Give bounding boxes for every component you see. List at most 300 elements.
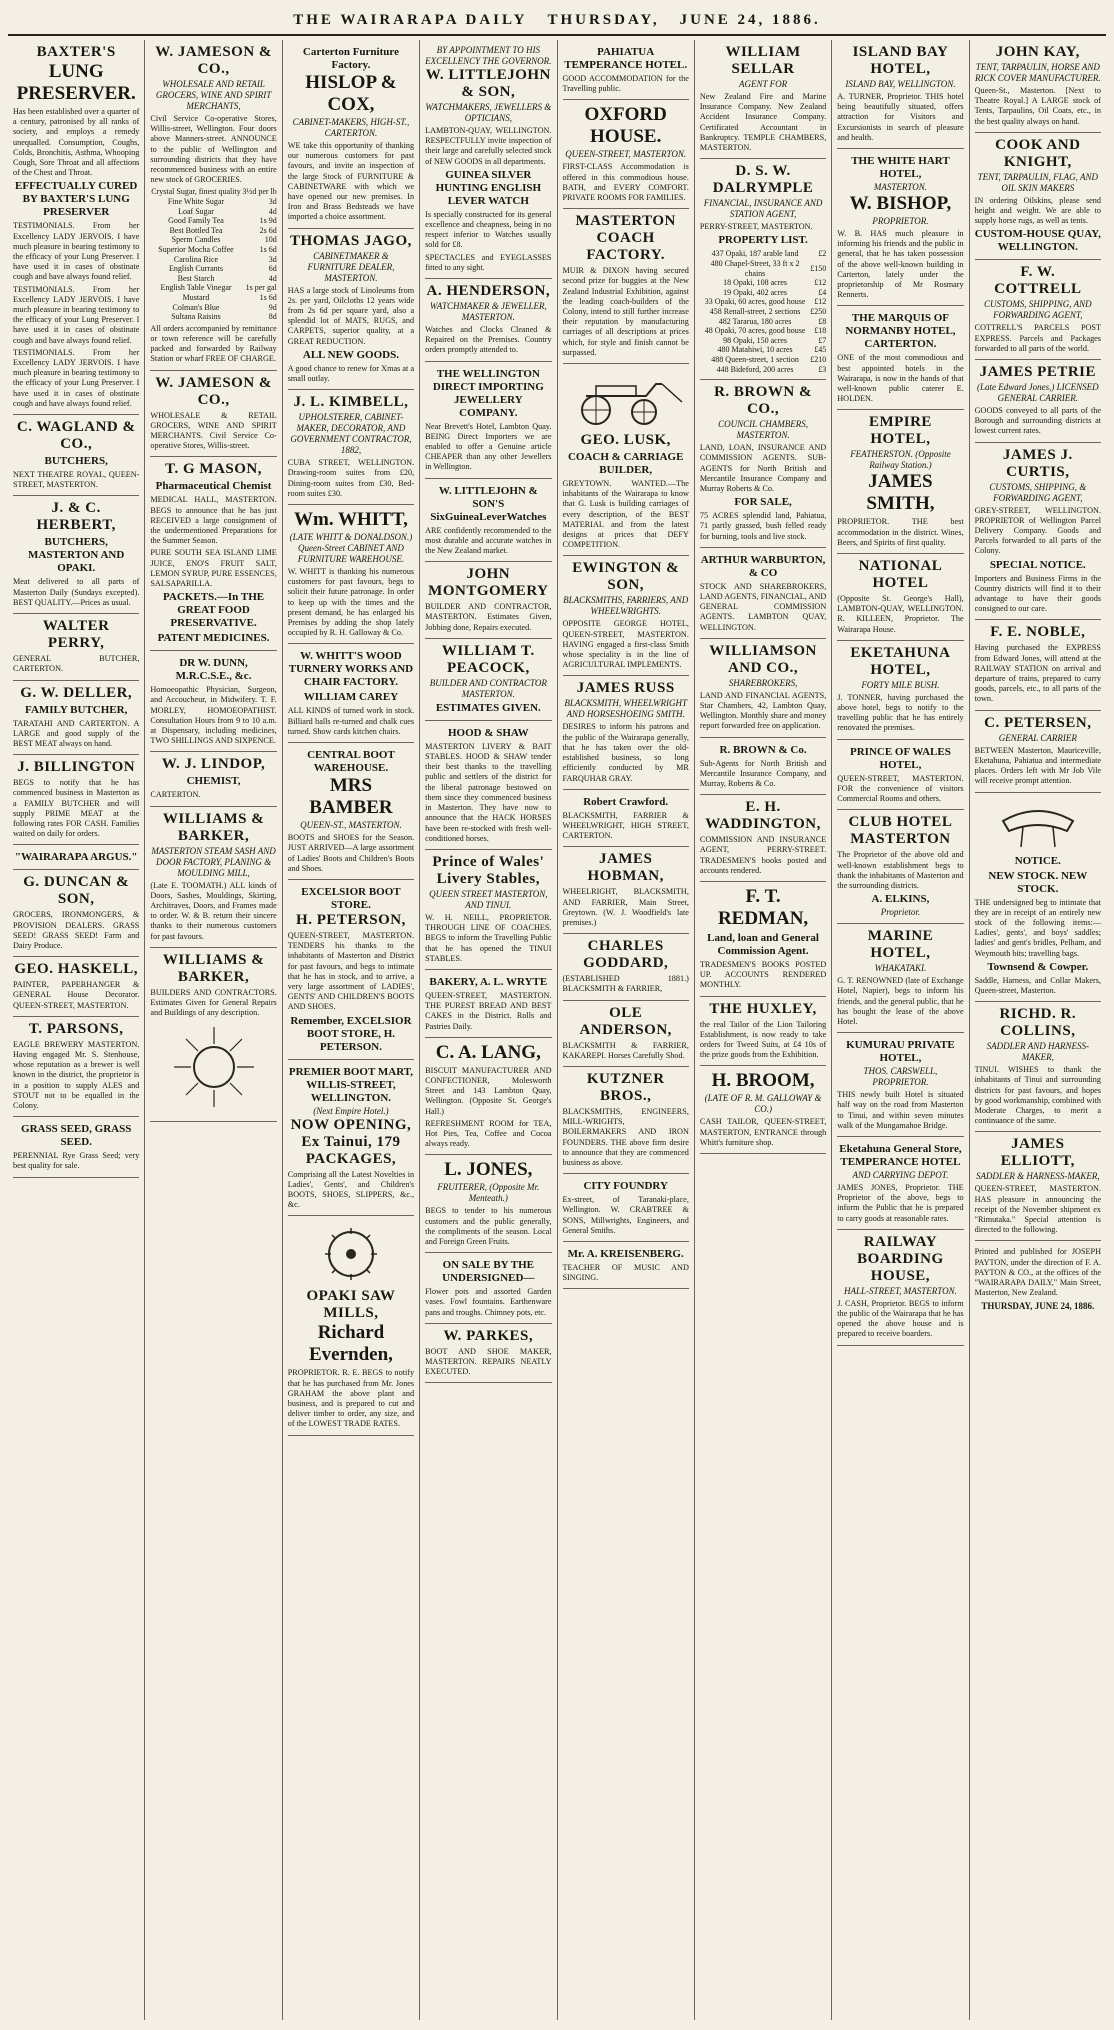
ad-body: CUBA STREET, WELLINGTON. Drawing-room suites from £20, Dining-room suites from £30, Bed-room suites £30. xyxy=(287,458,415,498)
property-row xyxy=(700,355,826,365)
ad-body: TEACHER OF MUSIC AND SINGING. xyxy=(562,1262,689,1283)
ad-body: CARTERTON. xyxy=(150,790,201,800)
ad-heading: GEO. HASKELL, xyxy=(14,961,138,978)
ad-body: Saddle, Harness, and Collar Makers, Queen-street, Masterton. xyxy=(974,975,1101,995)
ad-heading: ARTHUR WARBURTON, & CO xyxy=(700,553,826,579)
ad-subheading: CUSTOMS, SHIPPING, AND FORWARDING AGENT, xyxy=(983,299,1092,321)
ad-body: Having purchased the EXPRESS from Edward Jones, will attend at the RAILWAY STATION on arrival and departure of trains, prepared to carry goods, parcels, etc., to all parts of the town. xyxy=(974,643,1101,704)
ad-subheading: FEATHERSTON. (Opposite Railway Station.) xyxy=(850,449,951,471)
ad-haskell xyxy=(13,957,139,1017)
row-item: 458 Renall-street, 2 sections xyxy=(709,306,801,316)
ad-petrie xyxy=(975,360,1101,443)
ad-hislop xyxy=(288,40,414,229)
property-row xyxy=(700,278,826,288)
ad-body: G. T. RENOWNED (late of Exchange Hotel, Napier), begs to inform his friends, and the general public, that he has bought the lease of the above Hotel. xyxy=(837,976,964,1026)
ad-heading: DR W. DUNN, M.R.C.S.E., &c. xyxy=(175,657,252,683)
ad-body: IN ordering Oilskins, please send height and weight. We are able to supply horse rugs, as well as tents. xyxy=(974,195,1101,226)
row-price: £18 xyxy=(814,326,827,336)
ad-body: WHEELRIGHT, BLACKSMITH, AND FARRIER, Main Street, Greytown. (W. J. Woodfield's late premises.) xyxy=(562,887,689,927)
ad-testimonials: TESTIMONIALS. From her Excellency LADY JERVOIS. I have much pleasure in bearing testimony to the efficacy of your Lung Preserver. I have used it in cases of obstinate cough and have always found relief. xyxy=(13,221,140,282)
ad-subheading: GUINEA SILVER HUNTING ENGLISH LEVER WATCH xyxy=(435,168,542,207)
ad-title: H. BROOM, xyxy=(711,1070,815,1092)
ad-montgomery xyxy=(425,562,551,639)
property-list-heading: PROPERTY LIST. xyxy=(718,234,808,247)
ad-body: QUEEN-STREET, MASTERTON. FOR the convenience of visitors Commercial Rooms and others. xyxy=(837,773,964,804)
ad-body: BUILDER AND CONTRACTOR, MASTERTON. Estimates Given, Jobbing done, Repairs executed. xyxy=(425,602,552,632)
ad-heading: J. L. KIMBELL, xyxy=(293,394,409,411)
ad-grass-seed xyxy=(13,1117,139,1177)
ad-body: GREY-STREET, WELLINGTON. PROPRIETOR of Wellington Parcel Delivery Company. Goods and Parcels forwarded to all parts of the Colony. xyxy=(974,505,1101,556)
ad-subheading: NEW STOCK. NEW STOCK. xyxy=(988,869,1088,895)
ad-subheading: BLACKSMITH, WHEELWRIGHT AND HORSESHOEING SMITH. xyxy=(564,698,688,720)
ad-heading: J. BILLINGTON xyxy=(17,759,136,776)
ad-brown-2 xyxy=(700,738,826,796)
ad-jameson xyxy=(150,40,276,371)
ad-subheading: CHEMIST, xyxy=(186,775,241,788)
ad-eketahuna-hotel xyxy=(837,641,963,740)
price-row xyxy=(150,226,276,236)
row-item: Mustard xyxy=(182,292,210,302)
ad-subheading: H. PETERSON, xyxy=(296,911,406,928)
ad-subheading: (LATE WHITT & DONALDSON.) Queen-Street CABINET AND FURNITURE WAREHOUSE. xyxy=(289,532,413,565)
row-item: Crystal Sugar, finest quality xyxy=(151,187,241,197)
ad-body: The Proprietor of the above old and well-known establishment begs to thank the inhabitants of Masterton and the surrounding districts. xyxy=(837,850,964,890)
ad-subheading: PATENT MEDICINES. xyxy=(157,632,270,645)
ad-parkes xyxy=(425,1324,551,1384)
ad-subheading: ALL NEW GOODS. xyxy=(302,348,399,361)
ad-testimonials: TESTIMONIALS. From her Excellency LADY JERVOIS. I have much pleasure in bearing testimony to the efficacy of your Lung Preserver. I have used it in cases of obstinate cough and have always found relief. xyxy=(13,284,140,345)
ad-huxley xyxy=(700,997,826,1067)
ad-heading: WILLIAMS & BARKER, xyxy=(162,951,265,985)
ad-dalrymple xyxy=(700,159,826,380)
ad-body: ONE of the most commodious and best appointed hotels in the Wairarapa, is now in the hands of that well-known public caterer E. HOLDEN. xyxy=(837,353,964,404)
row-item: Loaf Sugar xyxy=(178,206,214,216)
ad-body: HAS a large stock of Linoleums from 2s. per yard, Oilcloths 12 years wide from 2s 6d per square yard, also a splendid lot of MATS, RUGS, and CARPETS, superior quality, at a GREAT REDUCTION. xyxy=(287,285,415,346)
ad-body: J. CASH, Proprietor. BEGS to inform the public of the Wairarapa that he has opened the above house and is prepared to receive boarders. xyxy=(837,1298,964,1339)
ad-jameson-2 xyxy=(150,371,276,458)
ad-peacock xyxy=(425,639,551,721)
ad-body: PROPRIETOR. R. E. BEGS to notify that he has purchased from Mr. Jones GRAHAM the above plant and business, and is prepared to cut and deliver timber to order, any size, and of the LOWEST TRADE RATES. xyxy=(287,1368,415,1429)
row-item: Superior Mocha Coffee xyxy=(158,244,234,254)
ad-heading: Robert Crawford. xyxy=(583,795,669,808)
ad-eketahuna-store xyxy=(837,1137,963,1230)
ad-body: MEDICAL HALL, MASTERTON. BEGS to announce that he has just RECEIVED a large consignment of the undermentioned Preparations for the Summer Season. xyxy=(150,495,277,546)
ad-heading: R. BROWN & CO., xyxy=(714,384,813,418)
ad-subheading: Land, loan and General Commission Agent. xyxy=(707,932,819,958)
ad-heading: E. H. WADDINGTON, xyxy=(705,799,821,833)
ad-railway-boarding xyxy=(837,1230,963,1346)
ad-heading: NATIONAL HOTEL xyxy=(858,558,943,592)
ad-body: Near Brevett's Hotel, Lambton Quay. BEING Direct Importers we are enabled to offer a Genuine article CHEAPER than any other Jewellers in Wellington. xyxy=(425,421,552,472)
ad-body: CASH TAILOR, QUEEN-STREET, MASTERTON, ENTRANCE through Whitt's furniture shop. xyxy=(699,1117,827,1147)
ad-body: FIRST-CLASS Accommodation is offered in this commodious house. BATH, and EVERY COMFORT. PRIVATE ROOMS FOR FAMILIES. xyxy=(562,162,689,203)
ad-bamber xyxy=(288,743,414,880)
ad-heading: T. G MASON, xyxy=(165,461,263,478)
ad-body: TRADESMEN'S BOOKS POSTED UP. ACCOUNTS RENDERED MONTHLY. xyxy=(699,960,827,990)
ad-heading: ISLAND BAY HOTEL, xyxy=(852,44,949,77)
row-price: 6d xyxy=(268,264,277,274)
property-row xyxy=(700,297,826,307)
ad-body: PERRY-STREET, MASTERTON. xyxy=(699,222,813,232)
row-item: 480 Matahiwi, 10 acres xyxy=(717,345,793,355)
ad-heading: BAXTER'S xyxy=(36,44,116,60)
imprint xyxy=(975,1241,1101,1316)
row-item: 48 Opaki, 70 acres, good house xyxy=(704,326,806,336)
column-2 xyxy=(145,40,282,2020)
ad-heading: CHARLES GODDARD, xyxy=(583,938,669,972)
ad-white-hart xyxy=(837,149,963,306)
price-row xyxy=(150,197,276,207)
row-price: £210 xyxy=(810,354,827,364)
ad-body: Homoeopathic Physician, Surgeon, and Accoucheur, in Midwifery. T. F. MORLEY, HOMOEOPATHIST. Consultation Hours from 9 to 10 a.m. at Dispensary, including medicines, TWO SHILLINGS AND SIXPENCE. xyxy=(150,685,277,746)
property-row xyxy=(700,259,826,278)
row-price: £4 xyxy=(818,287,827,297)
ad-signature: Townsend & Cowper. xyxy=(987,960,1089,973)
ad-peterson xyxy=(288,880,414,1060)
column-6 xyxy=(695,40,832,2020)
row-price: £250 xyxy=(810,306,827,316)
ad-body: (Late E. TOOMATH.) ALL kinds of Doors, Sashes, Mouldings, Skirting, Architraves, Doors, and Frames made to order. W. & B. return their sincere thanks to their numerous customers for past favours. xyxy=(150,880,277,941)
property-row xyxy=(700,307,826,317)
ad-kreisenberg xyxy=(563,1242,689,1289)
ad-footer: Remember, EXCELSIOR BOOT STORE, H. PETERSON. xyxy=(290,1014,412,1053)
ad-heading: T. PARSONS, xyxy=(28,1020,124,1037)
ad-subheading: (LATE OF R. M. GALLOWAY & CO.) xyxy=(704,1093,822,1115)
ad-heading: THOMAS JAGO, xyxy=(290,232,412,249)
ad-sellar xyxy=(700,40,826,159)
ad-heading: CLUB HOTEL MASTERTON xyxy=(848,814,953,848)
masthead-title: THE WAIRARAPA DAILY xyxy=(293,11,528,28)
ad-heading: W. WHITT'S WOOD TURNERY WORKS AND CHAIR FACTORY. xyxy=(288,650,414,689)
ad-title: HISLOP & COX, xyxy=(305,72,397,115)
ad-broom xyxy=(700,1066,826,1154)
ad-body: WE take this opportunity of thanking our numerous customers for past favours, and invite an inspection of the large Stock of FURNITURE & CABINETWARE with which we have opened our new premises. In Iron and Brass Bedsteads we have imported a choice assortment. xyxy=(287,141,415,222)
ad-jones xyxy=(425,1155,551,1253)
ad-coach-factory xyxy=(563,209,689,364)
ad-subheading: COACH & CARRIAGE BUILDER, xyxy=(567,451,684,477)
ad-marine xyxy=(837,924,963,1033)
ad-body: W. H. NEILL, PROPRIETOR. THROUGH LINE OF COACHES. BEGS to inform the Travelling Public that he has opened the TINUI STABLES. xyxy=(425,912,552,963)
price-list xyxy=(150,187,276,321)
row-item: English Table Vinegar xyxy=(160,283,232,293)
ad-heading: THE HUXLEY, xyxy=(709,1000,817,1017)
ad-body: THE undersigned beg to intimate that they are in receipt of an entirely new stock of the following items:—Ladies', gents', and boys' saddles; ladies' and gent's bridles, Pelham, and Weymouth bits; travelling bags. xyxy=(974,897,1101,958)
ad-body: Comprising all the Latest Novelties in Ladies', Gents', and Children's BOOTS, SHOES, SLIPPERS, &c., &c. xyxy=(287,1169,415,1210)
property-row xyxy=(700,336,826,346)
ad-baxter xyxy=(13,40,139,415)
masthead-day: THURSDAY, xyxy=(547,11,660,28)
property-row xyxy=(700,288,826,298)
ad-heading: HOOD & SHAW xyxy=(447,726,529,739)
ad-body: BEGS to tender to his numerous customers and the public generally, the compliments of the season. Local and Foreign Green Fruits. xyxy=(425,1206,552,1246)
ad-heading: A. HENDERSON, xyxy=(426,283,551,300)
row-price: 1s per gal xyxy=(245,283,277,293)
row-price: £3 xyxy=(818,364,827,374)
ad-heading: D. S. W. DALRYMPLE xyxy=(712,163,814,197)
price-row xyxy=(150,303,276,313)
price-row xyxy=(150,235,276,245)
sunburst-emblem-icon xyxy=(169,1022,259,1112)
ad-body: REFRESHMENT ROOM for TEA, Hot Pies, Tea, Coffee and Cocoa always ready. xyxy=(425,1118,552,1149)
row-price: £8 xyxy=(818,316,827,326)
property-row xyxy=(700,317,826,327)
ad-subheading: CABINET-MAKERS, HIGH-ST., CARTERTON. xyxy=(292,117,410,138)
ad-title: OXFORD HOUSE. xyxy=(584,104,667,148)
price-row xyxy=(150,293,276,303)
ad-wryte xyxy=(425,970,551,1038)
ad-body: BOOT AND SHOE MAKER, MASTERTON. REPAIRS NEATLY EXECUTED. xyxy=(425,1346,552,1377)
row-item: Sperm Candles xyxy=(171,235,221,245)
row-price: £45 xyxy=(814,345,827,355)
ad-prince-stables xyxy=(425,850,551,970)
ad-national xyxy=(837,554,963,641)
ad-subheading: CABINETMAKER & FURNITURE DEALER, MASTERTON. xyxy=(307,250,395,283)
ad-title: Richard Evernden, xyxy=(308,1322,393,1366)
ad-heading: RAILWAY BOARDING HOUSE, xyxy=(857,1233,944,1284)
ad-subheading: FOR SALE, xyxy=(734,496,792,509)
ad-subheading: WATCHMAKER & JEWELLER, MASTERTON. xyxy=(429,301,547,323)
ad-curtis xyxy=(975,443,1101,621)
ad-morley xyxy=(150,651,276,752)
ad-footer: CUSTOM-HOUSE QUAY, WELLINGTON. xyxy=(974,228,1101,254)
ad-brown xyxy=(700,380,826,548)
row-item: 98 Opaki, 150 acres xyxy=(723,335,788,345)
ad-heading: COOK AND KNIGHT, xyxy=(995,136,1081,170)
ad-subheading: PACKETS.—In THE GREAT FOOD PRESERVATIVE. xyxy=(163,591,265,630)
ad-body: BEGS to notify that he has commenced business in Masterton as a FAMILY BUTCHER and will supply PRIME MEAT at the following rates FOR CASH. Families waited on daily for orders. xyxy=(13,778,140,839)
row-price: 9d xyxy=(268,302,277,312)
ad-heading: JAMES J. CURTIS, xyxy=(1002,446,1073,480)
ad-subheading: TENT, TARPAULIN, FLAG, AND OIL SKIN MAKERS xyxy=(977,171,1098,193)
row-price: 3½d per lb xyxy=(242,187,277,197)
ad-sixguinea xyxy=(425,479,551,563)
ad-title: L. JONES, xyxy=(444,1159,533,1181)
row-item: 482 Tararua, 180 acres xyxy=(718,316,792,326)
ad-warburton xyxy=(700,548,826,639)
ad-subheading: FAMILY BUTCHER, xyxy=(25,703,128,716)
property-row xyxy=(700,365,826,375)
ad-body: (Opposite St. George's Hall), LAMBTON-QUAY, WELLINGTON. R. KILLEEN, Proprietor. The Wairarapa House. xyxy=(837,594,964,634)
property-row xyxy=(700,326,826,336)
ad-henderson xyxy=(425,279,551,362)
ad-body: GREYTOWN. WANTED.—The inhabitants of the Wairarapa to know that G. Lusk is building carriages of every description, of the BEST MATERIAL and from the latest designs at prices that DEFY COMPETITION. xyxy=(562,479,689,550)
ad-title: W. BISHOP, xyxy=(849,193,952,215)
ad-jago xyxy=(288,229,414,391)
ad-lindop xyxy=(150,752,276,806)
ad-footer: All orders accompanied by remittance or town reference will be carefully packed and forwarded by Railway Station or wharf FREE OF CHARGE. xyxy=(150,323,277,364)
ad-heading: EKETAHUNA HOTEL, xyxy=(850,644,951,678)
ad-subheading: BUILDER AND CONTRACTOR MASTERTON. xyxy=(429,677,547,699)
ad-body: J. TONNER, having purchased the above hotel, begs to notify to the travelling public that he has entirely renovated the premises. xyxy=(837,692,964,733)
ad-billington xyxy=(13,755,139,845)
ad-subheading: FINANCIAL, INSURANCE AND STATION AGENT, xyxy=(703,198,823,220)
ad-heading: W. LITTLEJOHN & SON, xyxy=(425,67,551,100)
ad-mason xyxy=(150,457,276,651)
ad-perry xyxy=(13,614,139,680)
ad-subheading: BUTCHERS, xyxy=(44,455,108,468)
ad-body: Has been established over a quarter of a century, patronised by all ranks of society, and employs a remedy unequalled. Consumption, Coughs, Colds, Bronchitis, Asthma, Whooping Cough, Sore Throat and all affections of the Chest and Throat. xyxy=(13,107,140,178)
row-item: Colman's Blue xyxy=(172,302,220,312)
ad-oxford xyxy=(563,100,689,209)
price-row xyxy=(150,245,276,255)
masthead xyxy=(8,6,1106,36)
ad-heading: JAMES HOBMAN, xyxy=(587,851,664,885)
ad-kay xyxy=(975,40,1101,133)
ad-heading: THE WELLINGTON DIRECT IMPORTING JEWELLERY COMPANY. xyxy=(432,367,544,419)
column-7 xyxy=(832,40,969,2020)
ad-heading: OPAKI SAW MILLS, xyxy=(306,1288,396,1322)
ad-subheading: WILLIAM CAREY xyxy=(303,691,399,704)
column-8 xyxy=(970,40,1106,2020)
column-1 xyxy=(8,40,145,2020)
price-row xyxy=(150,312,276,322)
ad-subheading: AND CARRYING DEPOT. xyxy=(852,1169,949,1180)
price-row xyxy=(150,283,276,293)
ad-heading: F. W. COTTRELL xyxy=(994,264,1082,298)
row-item: Best Bottled Tea xyxy=(169,225,223,235)
ad-wdi xyxy=(425,362,551,479)
ad-anderson xyxy=(563,1001,689,1067)
ad-subheading: EFFECTUALLY CURED BY BAXTER'S LUNG PRESERVER xyxy=(15,180,138,219)
row-price: 8d xyxy=(268,312,277,322)
ad-prince-hotel xyxy=(837,740,963,811)
ad-subheading: AGENT FOR xyxy=(739,79,788,89)
ad-goddard xyxy=(563,934,689,1000)
ad-subheading: TENT, TARPAULIN, HORSE AND RICK COVER MANUFACTURER. xyxy=(975,62,1101,83)
ad-body: W. WHITT is thanking his numerous customers for past favours, begs to solicit their future patronage. In order to keep up with the times and the present demand, he has enlarged his Premises by adding the shop lately occupied by R. H. Galloway & Co. xyxy=(287,567,415,638)
ad-whitt xyxy=(288,505,414,644)
ad-body: STOCK AND SHAREBROKERS, LAND AGENTS, FINANCIAL, AND GENERAL COMMISSION AGENTS. LAMBTON QUAY, WELLINGTON. xyxy=(699,581,827,632)
ad-body: QUEEN-STREET, MASTERTON. THE PUREST BREAD AND BEST CAKES in the District. Rolls and Pastries Daily. xyxy=(425,990,552,1031)
price-row xyxy=(150,187,276,197)
ad-cottrell xyxy=(975,260,1101,360)
ad-heading: JOHN KAY, xyxy=(995,44,1080,60)
ad-heading: Carterton Furniture Factory. xyxy=(302,46,399,71)
ad-body: SPECTACLES and EYEGLASSES fitted to any sight. xyxy=(425,252,552,272)
ad-title: C. A. LANG, xyxy=(435,1041,541,1063)
row-price: £12 xyxy=(814,278,827,288)
ad-body: QUEEN-STREET, MASTERTON. TENDERS his thanks to the inhabitants of Masterton and District for past favours, and begs to intimate that he has in stock, and to arrive, a very large assortment of LADIES', GENTS' AND CHILDREN'S BOOTS AND SHOES. xyxy=(287,930,415,1012)
ad-body: PROPRIETOR. THE best accommodation in the district. Wines, Beers, and Spirits of first quality. xyxy=(837,517,964,547)
row-price: £12 xyxy=(814,297,827,307)
ad-body: A good chance to renew for Xmas at a small outlay. xyxy=(287,363,415,384)
ad-body: PERENNIAL Rye Grass Seed; very best quality for sale. xyxy=(13,1151,140,1171)
ad-body: Queen-St., Masterton. [Next to Theatre Royal.] A LARGE stock of Tents, Tarpaulins, Oil Coats, etc., in the best quality always on hand. xyxy=(974,86,1101,126)
ad-whitt-turnery xyxy=(288,644,414,743)
ad-body: ESTIMATES GIVEN. xyxy=(435,701,541,714)
ad-kumurau xyxy=(837,1033,963,1137)
property-row xyxy=(700,249,826,259)
ad-subheading: MASTERTON STEAM SASH AND DOOR FACTORY, PLANING & MOULDING MILL, xyxy=(151,845,276,878)
ad-collins xyxy=(975,1002,1101,1132)
row-item: 18 Opaki, 108 acres xyxy=(723,278,788,288)
ad-heading: PAHIATUA TEMPERANCE HOTEL. xyxy=(564,46,688,71)
ad-heading: MARINE HOTEL, xyxy=(867,928,934,962)
ad-heading: GRASS SEED, GRASS SEED. xyxy=(21,1123,132,1149)
ad-argus xyxy=(13,845,139,870)
row-item: Carolina Rice xyxy=(173,254,219,264)
price-row xyxy=(150,207,276,217)
ad-body: PAINTER, PAPERHANGER & GENERAL House Decorator. QUEEN-STREET, MASTERTON. xyxy=(13,980,140,1010)
price-row xyxy=(150,264,276,274)
ad-title: MRS BAMBER xyxy=(309,775,393,819)
ad-body: TARATAHI AND CARTERTON. A LARGE and good supply of the BEST MEAT always on hand. xyxy=(13,718,140,748)
ad-body: ALL KINDS of turned work in stock. Billiard balls re-turned and chalk cues turned. Show cards kitchen chairs. xyxy=(287,706,415,736)
ad-lang xyxy=(425,1038,551,1156)
ad-subheading: A. ELKINS, xyxy=(871,893,930,906)
ad-body: W. B. HAS much pleasure in informing his friends and the public in general, that he has taken possession of the above well-known building in Carterton, lately under the proprietorship of Mr Rosmary Rennerts. xyxy=(837,229,964,300)
ad-russ xyxy=(563,676,689,789)
column-3 xyxy=(283,40,420,2020)
ad-subheading: QUEEN-STREET, MASTERTON. xyxy=(565,149,687,160)
ad-body: BUILDERS AND CONTRACTORS. Estimates Given for General Repairs and Buildings of any description. xyxy=(150,987,277,1018)
ad-body: the real Tailor of the Lion Tailoring Establishment, is now ready to take orders for Tweed Suits, at £4 10s of the prize goods from the Exhibition. xyxy=(699,1019,827,1060)
row-item: 19 Opaki, 402 acres xyxy=(723,287,788,297)
ad-island-bay xyxy=(837,40,963,149)
ad-kimbell xyxy=(288,390,414,505)
ad-petersen xyxy=(975,711,1101,793)
ad-noble xyxy=(975,620,1101,710)
ad-body: BOOTS and SHOES for the Season. JUST ARRIVED—A large assortment of Ladies' Boots and Children's Boots and Shoes. xyxy=(287,833,415,873)
ad-body: MUIR & DIXON having secured second prize for buggies at the New Zealand Industrial Exhibition, against the leading coach-builders of the Colony, intend to still further increase their reputation by manufacturing carriages of all descriptions at prices which, for style and finish cannot be surpassed. xyxy=(562,266,689,357)
ad-heading: WILLIAM T. PEACOCK, xyxy=(441,642,535,676)
row-item: 448 Bideford, 200 acres xyxy=(716,364,794,374)
ad-heading: Prince of Wales' Livery Stables, xyxy=(432,853,545,887)
ad-heading: "WAIRARAPA ARGUS." xyxy=(14,851,138,864)
ad-testimonials: TESTIMONIALS. From her Excellency LADY JERVOIS. I have much pleasure in bearing testimony to the efficacy of your Lung Preserver. I have used it in cases of obstinate cough and have always found relief. xyxy=(13,347,140,408)
ad-body: NEXT THEATRE ROYAL, QUEEN-STREET, MASTERTON. xyxy=(13,470,140,490)
ad-heading: KUTZNER BROS., xyxy=(586,1070,665,1104)
ad-subheading: SHAREBROKERS, xyxy=(728,677,798,688)
ad-heading: JOHN MONTGOMERY xyxy=(428,566,549,600)
ad-waddington xyxy=(700,795,826,882)
ad-heading: THE WHITE HART HOTEL, xyxy=(851,155,950,181)
ad-heading: THE MARQUIS OF NORMANBY HOTEL, CARTERTON. xyxy=(845,312,956,351)
ad-subheading: SPECIAL NOTICE. xyxy=(989,558,1086,571)
ad-heading: WILLIAM SELLAR xyxy=(725,44,801,77)
ad-body: Sub-Agents for North British and Mercantile Insurance Company, and Murray, Roberts & Co. xyxy=(699,758,827,788)
ad-subheading: WHAKATAKI. xyxy=(874,963,927,974)
ad-body: WHOLESALE & RETAIL GROCERS, WINE AND SPIRIT MERCHANTS. Civil Service Co-operative Stores, Willis-street. xyxy=(150,410,277,451)
ad-sale xyxy=(425,1253,551,1324)
ad-appointment: BY APPOINTMENT TO HIS EXCELLENCY THE GOVERNOR. xyxy=(425,45,552,66)
ad-title: Wm. WHITT, xyxy=(294,509,408,531)
ad-heading: WILLIAMSON AND CO., xyxy=(709,642,817,676)
imprint-date: THURSDAY, JUNE 24, 1886. xyxy=(981,1301,1095,1312)
ad-williamson xyxy=(700,639,826,738)
ad-body: THIS newly built Hotel is situated half way on the road from Masterton to Tinui, and within seven minutes walk of the Mungamahoe Bridge. xyxy=(837,1090,964,1130)
ad-lusk xyxy=(563,364,689,556)
row-item: Good Family Tea xyxy=(168,216,224,226)
price-row xyxy=(150,216,276,226)
ad-subheading: Proprietor. xyxy=(880,907,921,918)
ad-subheading: SADDLER & HARNESS-MAKER, xyxy=(975,1171,1100,1182)
saddle-icon xyxy=(993,801,1083,851)
ad-ewington xyxy=(563,556,689,676)
ad-subheading: (Late Edward Jones,) LICENSED GENERAL CARRIER. xyxy=(976,382,1099,404)
row-price: 1s 9d xyxy=(259,216,277,226)
ad-body: LAMBTON-QUAY, WELLINGTON. RESPECTFULLY invite inspection of their large and carefully selected stock of NEW GOODS in all departments. xyxy=(425,126,552,166)
row-price: 10d xyxy=(264,235,277,245)
ad-normanby xyxy=(837,306,963,410)
row-price: £7 xyxy=(818,335,827,345)
ad-heading: RICHD. R. COLLINS, xyxy=(999,1006,1077,1040)
row-price: 2s 6d xyxy=(259,225,277,235)
ad-subheading: WHOLESALE AND RETAIL GROCERS, WINE AND SPIRIT MERCHANTS, xyxy=(155,79,272,111)
ad-heading: F. E. NOBLE, xyxy=(990,624,1086,641)
ad-heading: Eketahuna General Store, TEMPERANCE HOTEL xyxy=(839,1142,962,1168)
ad-elliott xyxy=(975,1132,1101,1241)
